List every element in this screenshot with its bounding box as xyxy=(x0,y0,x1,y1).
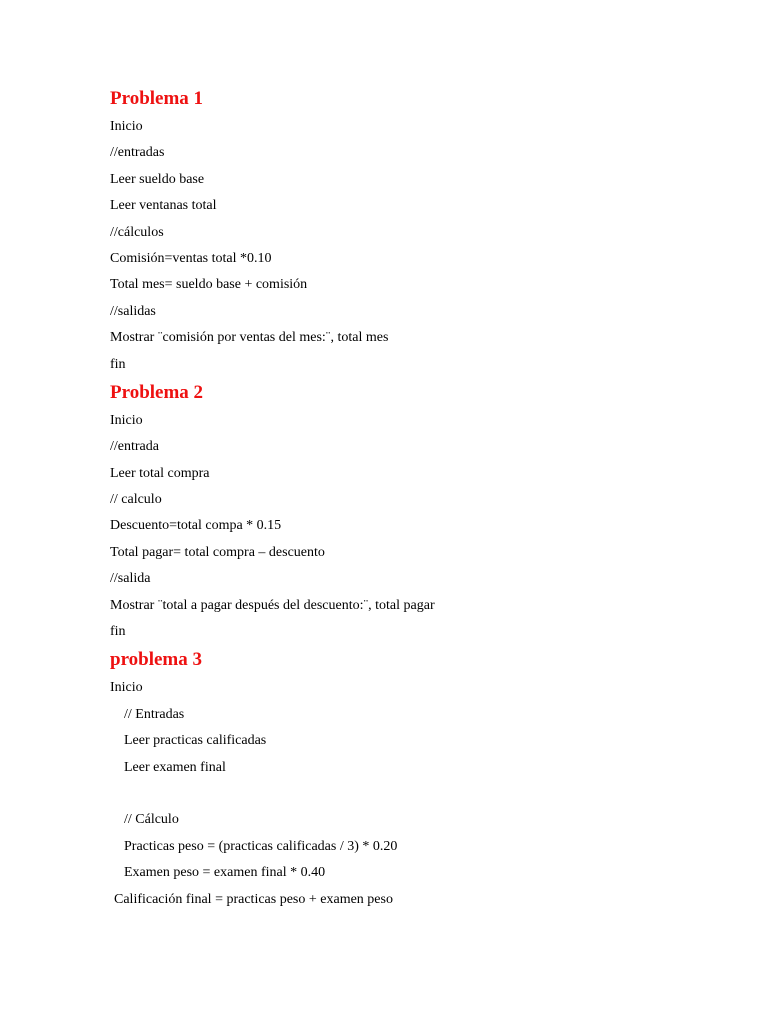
problem-1-line: Mostrar ¨comisión por ventas del mes:¨, total mes xyxy=(110,330,389,346)
problem-2-line: Mostrar ¨total a pagar después del descuento:¨, total pagar xyxy=(110,597,435,613)
problem-1-line: //cálculos xyxy=(110,224,164,240)
problem-1-line: fin xyxy=(110,356,126,372)
problem-1-line: Inicio xyxy=(110,119,143,134)
problem-2-line: // calculo xyxy=(110,492,162,508)
problem-3-line: Examen peso = examen final * 0.40 xyxy=(124,865,326,881)
problem-2-line: Leer total compra xyxy=(110,465,210,481)
problem-1-line: //salidas xyxy=(110,303,156,319)
problem-2-line: fin xyxy=(110,624,126,640)
problem-3-line: // Entradas xyxy=(124,706,185,722)
problem-3-line: Inicio xyxy=(110,680,143,696)
problem-3-line: Calificación final = practicas peso + examen peso xyxy=(114,891,393,907)
problem-1-line: Comisión=ventas total *0.10 xyxy=(110,250,272,266)
problem-3-line: Practicas peso = (practicas calificadas / 3) * 0.20 xyxy=(124,838,398,854)
problem-2-line: Inicio xyxy=(110,412,143,428)
problem-2-line: Total pagar= total compra – descuento xyxy=(110,544,325,560)
problem-3-line: // Cálculo xyxy=(124,812,179,828)
problem-2-line: Descuento=total compa * 0.15 xyxy=(110,518,282,534)
problem-1-line: Total mes= sueldo base + comisión xyxy=(110,277,308,293)
problem-1-line: Leer sueldo base xyxy=(110,171,205,187)
problem-2-line: //salida xyxy=(110,571,151,587)
problem-2-heading: Problema 2 xyxy=(110,381,204,403)
problem-1-heading: Problema 1 xyxy=(110,88,204,109)
problem-3-heading: problema 3 xyxy=(110,649,203,671)
document-page xyxy=(110,84,730,913)
problem-1-line: //entradas xyxy=(110,145,165,161)
problem-3-line: Leer examen final xyxy=(124,759,226,775)
problem-3-line: Leer practicas calificadas xyxy=(124,733,267,749)
blank-line xyxy=(110,781,730,807)
problem-2-line: //entrada xyxy=(110,439,159,455)
problem-1-line: Leer ventanas total xyxy=(110,198,217,214)
